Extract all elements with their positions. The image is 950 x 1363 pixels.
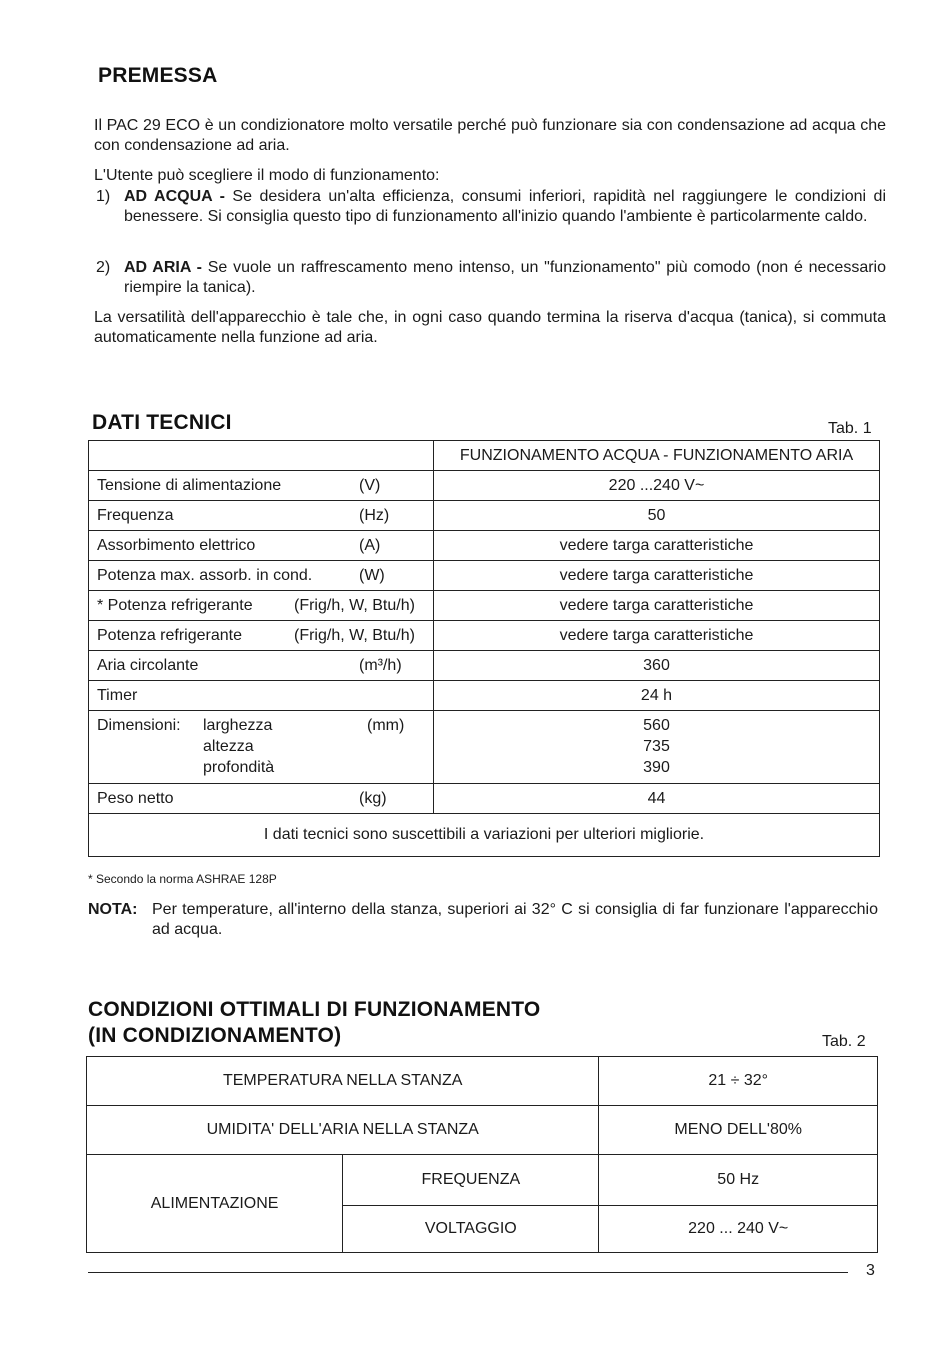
row-label: Peso netto: [97, 789, 174, 807]
operating-conditions-table: [86, 1056, 878, 1253]
condition-sub-label: FREQUENZA: [343, 1155, 599, 1206]
row-unit: (Hz): [359, 507, 390, 524]
row-value: 50: [434, 501, 880, 531]
table-cell: [89, 591, 434, 621]
row-unit: (W): [359, 567, 385, 584]
table-header-cell: FUNZIONAMENTO ACQUA - FUNZIONAMENTO ARIA: [434, 441, 880, 471]
list-item-label: AD ACQUA -: [124, 188, 225, 205]
table-row: [87, 1057, 878, 1106]
row-value: 390: [643, 759, 670, 776]
premessa-choose: L'Utente può scegliere il modo di funzionamento:: [94, 167, 440, 184]
row-unit: (A): [359, 537, 381, 554]
table-ref-1: Tab. 1: [828, 420, 872, 437]
row-label: Potenza refrigerante: [97, 626, 242, 644]
table-row: [87, 1155, 878, 1206]
row-unit: (kg): [359, 790, 387, 807]
table-cell: [89, 471, 434, 501]
footer-rule: [88, 1272, 848, 1273]
table-row: [89, 591, 880, 621]
dimension-sub-label: profondità: [203, 759, 275, 776]
table-row: [89, 501, 880, 531]
table-row: [89, 681, 880, 711]
table-row: [89, 784, 880, 814]
technical-data-table: [88, 440, 880, 857]
footnote: * Secondo la norma ASHRAE 128P: [88, 872, 277, 886]
table-cell: [434, 711, 880, 784]
table-row: [89, 441, 880, 471]
list-item: [96, 187, 886, 249]
nota-text: Per temperature, all'interno della stanza, superiori ai 32° C si consiglia di far funzionare l'apparecchio ad acqua.: [152, 901, 878, 938]
row-value: 735: [643, 738, 670, 755]
section-title-condizioni-sub: (IN CONDIZIONAMENTO): [88, 1024, 342, 1047]
list-item: [96, 258, 886, 300]
row-value: 560: [643, 717, 670, 734]
row-unit: (Frig/h, W, Btu/h): [294, 627, 415, 644]
condition-value: 220 ... 240 V~: [599, 1206, 878, 1253]
table-cell: [89, 784, 434, 814]
row-label: Timer: [97, 686, 138, 704]
dimension-sub-label: altezza: [203, 738, 254, 755]
section-title-condizioni: CONDIZIONI OTTIMALI DI FUNZIONAMENTO: [88, 998, 541, 1021]
condition-label: UMIDITA' DELL'ARIA NELLA STANZA: [87, 1106, 599, 1155]
table-row: [89, 471, 880, 501]
row-label: Dimensioni:: [97, 717, 181, 734]
row-label: Frequenza: [97, 506, 174, 524]
table-cell: [89, 711, 434, 784]
table-ref-2: Tab. 2: [822, 1033, 866, 1050]
list-item-number: 1): [96, 188, 111, 205]
table-cell: [89, 651, 434, 681]
section-title-premessa: PREMESSA: [98, 64, 218, 87]
page-number: 3: [866, 1262, 875, 1279]
row-label: Potenza max. assorb. in cond.: [97, 566, 313, 584]
condition-value: MENO DELL'80%: [599, 1106, 878, 1155]
list-item-number: 2): [96, 259, 111, 276]
row-unit: (Frig/h, W, Btu/h): [294, 597, 415, 614]
table-cell: [89, 681, 434, 711]
nota-block: [88, 900, 878, 942]
row-value: vedere targa caratteristiche: [434, 561, 880, 591]
condition-label: ALIMENTAZIONE: [87, 1155, 343, 1253]
row-value: 44: [434, 784, 880, 814]
condition-sub-label: VOLTAGGIO: [343, 1206, 599, 1253]
table-row: [89, 711, 880, 784]
table-cell: [89, 621, 434, 651]
premessa-closing: La versatilità dell'apparecchio è tale che, in ogni caso quando termina la riserva d'acqua (tanica), si commuta automaticamente nella funzione ad aria.: [94, 309, 886, 346]
row-label: Tensione di alimentazione: [97, 476, 282, 494]
condition-label: TEMPERATURA NELLA STANZA: [87, 1057, 599, 1106]
table-row: [89, 814, 880, 857]
list-item-label: AD ARIA -: [124, 259, 202, 276]
table-row: [89, 561, 880, 591]
list-item-text: Se vuole un raffrescamento meno intenso, un "funzionamento" più comodo (non é necessario riempire la tanica).: [124, 259, 887, 296]
table-row: [87, 1106, 878, 1155]
row-unit: (m³/h): [359, 657, 402, 674]
row-label: * Potenza refrigerante: [97, 596, 253, 614]
table-row: [89, 621, 880, 651]
table-cell: [89, 501, 434, 531]
row-unit: (V): [359, 477, 381, 494]
table-note: I dati tecnici sono suscettibili a variazioni per ulteriori migliorie.: [89, 814, 880, 857]
table-row: [89, 651, 880, 681]
list-item-text: Se desidera un'alta efficienza, consumi inferiori, rapidità nel raggiungere le condizioni di benessere. Si consiglia questo tipo di funzionamento all'inizio quando l'ambiente è particolarmente caldo.: [124, 188, 886, 225]
row-label: Aria circolante: [97, 656, 199, 674]
premessa-intro: Il PAC 29 ECO è un condizionatore molto versatile perché può funzionare sia con condensazione ad acqua che con condensazione ad aria.: [94, 117, 886, 154]
condition-value: 50 Hz: [599, 1155, 878, 1206]
section-title-dati-tecnici: DATI TECNICI: [92, 411, 232, 434]
condition-value: 21 ÷ 32°: [599, 1057, 878, 1106]
table-cell: [89, 441, 434, 471]
table-row: [89, 531, 880, 561]
row-label: Assorbimento elettrico: [97, 536, 256, 554]
table-cell: [89, 531, 434, 561]
row-value: vedere targa caratteristiche: [434, 531, 880, 561]
row-value: vedere targa caratteristiche: [434, 591, 880, 621]
dimension-sub-label: larghezza: [203, 717, 273, 734]
nota-label: NOTA:: [88, 901, 138, 918]
table-cell: [89, 561, 434, 591]
row-value: 24 h: [434, 681, 880, 711]
row-value: 220 ...240 V~: [434, 471, 880, 501]
row-value: 360: [434, 651, 880, 681]
row-value: vedere targa caratteristiche: [434, 621, 880, 651]
row-unit: (mm): [367, 717, 405, 734]
